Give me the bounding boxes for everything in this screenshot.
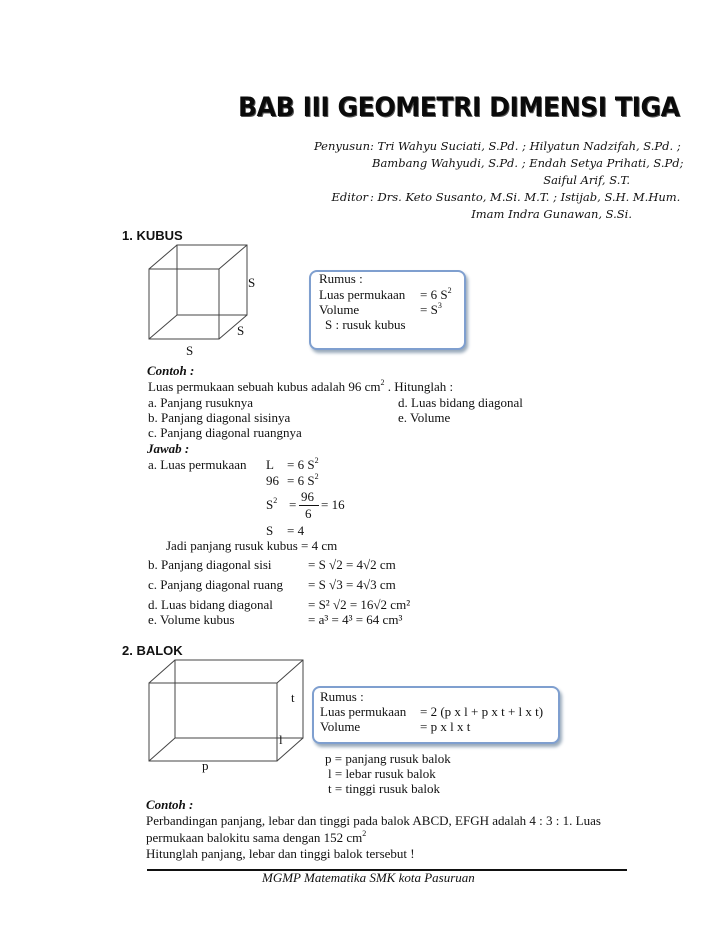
- kubus-rumus-title: Rumus :: [319, 271, 363, 286]
- cube-diagram: [145, 240, 275, 350]
- editor-line-1: : Drs. Keto Susanto, M.Si. M.T. ; Istijab, S.H. M.Hum.: [370, 190, 681, 204]
- kubus-item-a: a. Panjang rusuknya: [148, 395, 254, 410]
- kubus-item-e: e. Volume: [398, 410, 451, 425]
- kubus-rumus-luas-value: = 6 $S^2$: [420, 286, 452, 302]
- jawab-c-label: c. Panjang diagonal ruang: [148, 577, 284, 592]
- balok-keterangan-t: t = tinggi rusuk balok: [328, 781, 441, 796]
- jawab-a-l-value: = 6 $S^2$: [287, 456, 319, 472]
- kubus-rumus-volume-value: = $S^3$: [420, 301, 442, 317]
- cuboid-label-p: p: [202, 758, 209, 773]
- jawab-e-label: e. Volume kubus: [148, 612, 235, 627]
- penyusun-label: Penyusun: [313, 139, 370, 153]
- balok-contoh-heading: Contoh :: [146, 797, 194, 812]
- jawab-a-denominator: 6: [305, 506, 312, 521]
- section-heading-kubus: 1. KUBUS: [122, 228, 183, 243]
- kubus-jawab-heading: Jawab :: [147, 441, 190, 456]
- jawab-a-numerator: 96: [301, 489, 314, 504]
- editor-line-2: Imam Indra Gunawan, S.Si.: [471, 207, 632, 221]
- penyusun-line-2: Bambang Wahyudi, S.Pd. ; Endah Setya Prihati, S.Pd;: [372, 156, 684, 170]
- jawab-a-label: a. Luas permukaan: [148, 457, 247, 472]
- jawab-a-eq: =: [289, 497, 297, 512]
- balok-rumus-luas-label: Luas permukaan: [320, 704, 407, 719]
- balok-keterangan-p: p = panjang rusuk balok: [325, 751, 451, 766]
- jawab-c-value: = S √3 = 4√3 cm: [308, 577, 396, 592]
- balok-rumus-volume-value: = p x l x t: [420, 719, 471, 734]
- kubus-kesimpulan: Jadi panjang rusuk kubus = 4 cm: [166, 538, 338, 553]
- kubus-contoh-heading: Contoh :: [147, 363, 195, 378]
- cuboid-diagram: [145, 655, 315, 765]
- jawab-a-s-value: = 4: [287, 523, 305, 538]
- jawab-d-value: = S² √2 = 16√2 cm²: [308, 597, 411, 612]
- balok-soal-line-1: Perbandingan panjang, lebar dan tinggi pada balok ABCD, EFGH adalah 4 : 3 : 1. Luas: [146, 813, 601, 828]
- jawab-d-label: d. Luas bidang diagonal: [148, 597, 273, 612]
- jawab-e-value: = a³ = 4³ = 64 cm³: [308, 612, 403, 627]
- balok-soal-line-2: permukaan balokitu sama dengan 152 $cm^2$: [146, 829, 367, 845]
- balok-rumus-luas-value: = 2 (p x l + p x t + l x t): [420, 704, 544, 719]
- jawab-a-s2: $S^2$: [266, 496, 278, 512]
- section-heading-balok: 2. BALOK: [122, 643, 183, 658]
- kubus-item-d: d. Luas bidang diagonal: [398, 395, 523, 410]
- cube-label-s-top: S: [248, 275, 256, 290]
- balok-rumus-title: Rumus :: [320, 689, 364, 704]
- page-footer: MGMP Matematika SMK kota Pasuruan: [262, 870, 475, 885]
- kubus-item-b: b. Panjang diagonal sisinya: [148, 410, 291, 425]
- editor-label: Editor: [331, 190, 368, 204]
- jawab-b-value: = S √2 = 4√2 cm: [308, 557, 396, 572]
- kubus-rumus-luas-label: Luas permukaan: [319, 287, 406, 302]
- balok-soal-line-3: Hitunglah panjang, lebar dan tinggi balok tersebut !: [146, 846, 415, 861]
- cube-label-s-side: S: [237, 323, 245, 338]
- cuboid-label-l: l: [279, 732, 283, 747]
- balok-keterangan-l: l = lebar rusuk balok: [328, 766, 436, 781]
- jawab-a-96-value: = 6 $S^2$: [287, 472, 319, 488]
- page-title: BAB III GEOMETRI DIMENSI TIGA: [238, 92, 680, 123]
- cuboid-label-t: t: [291, 690, 295, 705]
- kubus-rumus-note: S : rusuk kubus: [325, 317, 406, 332]
- jawab-a-l: L: [266, 457, 274, 472]
- kubus-item-c: c. Panjang diagonal ruangnya: [148, 425, 302, 440]
- jawab-a-96: 96: [266, 473, 279, 488]
- jawab-b-label: b. Panjang diagonal sisi: [148, 557, 272, 572]
- penyusun-line-3: Saiful Arif, S.T.: [543, 173, 630, 187]
- jawab-a-result: = 16: [321, 497, 345, 512]
- balok-rumus-volume-label: Volume: [320, 719, 361, 734]
- penyusun-line-1: : Tri Wahyu Suciati, S.Pd. ; Hilyatun Nadzifah, S.Pd. ;: [370, 139, 681, 153]
- kubus-rumus-volume-label: Volume: [319, 302, 360, 317]
- cube-label-s-bottom: S: [186, 343, 194, 358]
- kubus-soal: Luas permukaan sebuah kubus adalah 96 $cm^2$ . Hitunglah :: [148, 378, 454, 394]
- jawab-a-s: S: [266, 523, 274, 538]
